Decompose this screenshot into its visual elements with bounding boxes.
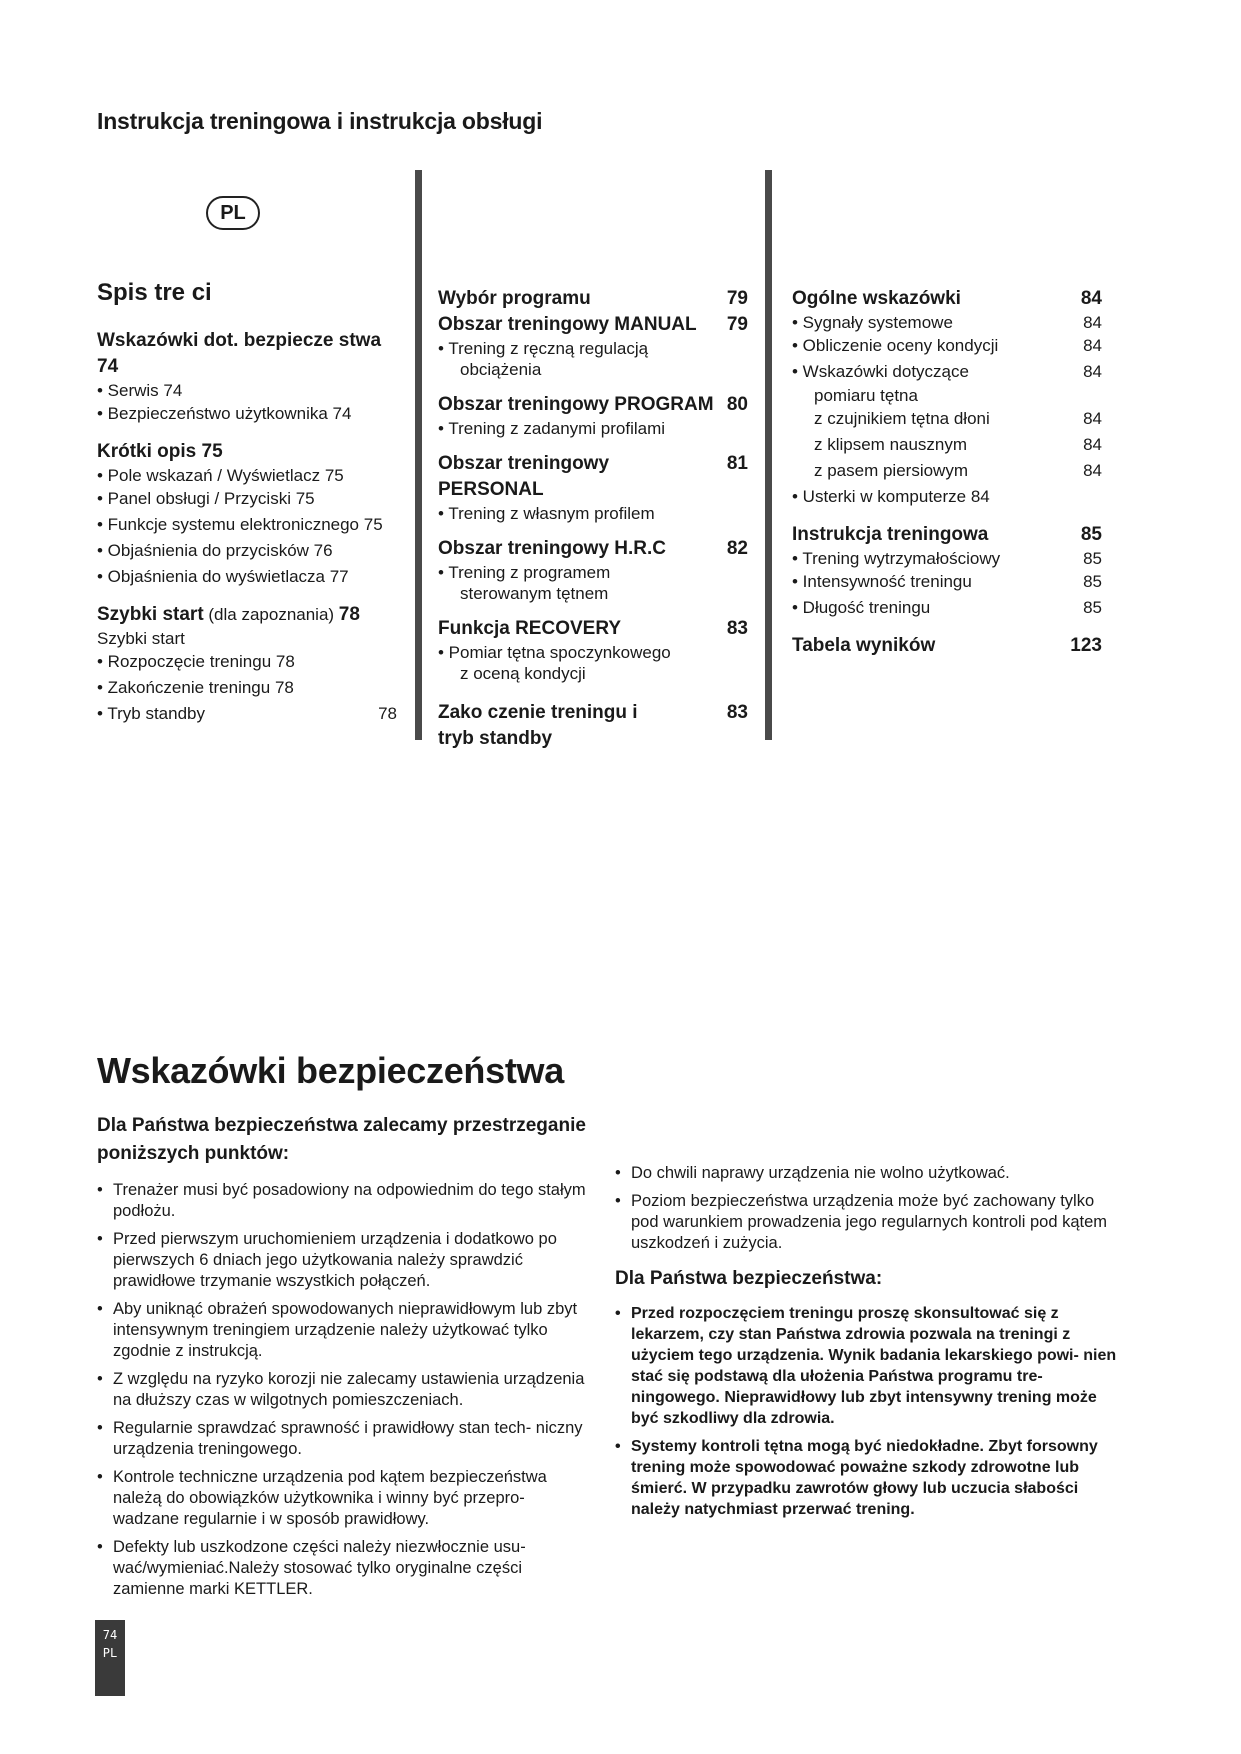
toc-heading: Zako czenie treningu i [438,702,638,723]
toc-item: z pasem piersiowym [814,461,968,480]
toc-item: z czujnikiem tętna dłoni [814,409,990,428]
toc-item: • Serwis 74 [97,381,183,400]
language-badge: PL [206,196,260,230]
toc-page-number: 84 [1080,288,1102,309]
toc-heading: Wskazówki dot. bezpiecze stwa 74 [97,330,382,377]
list-item: • Z względu na ryzyko korozji nie zalecamy ustawienia urządzenia na dłuższy czas w wilgotnych pomieszczeniach. [97,1369,587,1411]
toc-item: • Bezpieczeństwo użytkownika 74 [97,404,352,423]
column-divider [415,170,422,740]
toc-row [792,432,1102,458]
toc-page-number: 84 [1083,409,1102,428]
toc-page-number: 82 [726,538,748,559]
toc-row [792,359,1102,385]
column-divider [765,170,772,740]
toc-page-number: 83 [726,702,748,723]
toc-row [438,616,748,642]
toc-item: • Trening z ręczną regulacją [438,339,649,358]
toc-page-number: 85 [1083,598,1102,617]
toc-column-3 [792,286,1102,659]
toc-page-number: 81 [726,453,748,474]
toc-page-number: 84 [1083,336,1102,355]
toc-page-number: 83 [726,618,748,639]
toc-row [438,700,748,726]
toc-heading: Tabela wyników [792,635,936,656]
toc-page-number: 79 [726,288,748,309]
toc-item: • Pole wskazań / Wyświetlacz 75 [97,466,344,485]
toc-page-number: 78 [338,604,360,625]
toc-row [792,333,1102,359]
toc-row [792,406,1102,432]
toc-item-cont: obciążenia [460,360,542,379]
safety-subtitle: Dla Państwa bezpieczeństwa: [615,1268,883,1289]
toc-heading: Obszar treningowy PROGRAM [438,394,714,415]
toc-heading: Obszar treningowy MANUAL [438,314,697,335]
toc-page-number: 80 [726,394,748,415]
toc-row [792,286,1102,312]
list-item-text: Systemy kontroli tętna mogą być niedokładne. Zbyt forsowny trening może spowodować poważne szkody zdrowotne lub śmierć. W przypadku zawrotów głowy lub uczucia słabości należy natychmiast przerwać trening. [631,1438,1098,1518]
toc-page-number: 84 [1083,461,1102,480]
list-item: • Trenażer musi być posadowiony na odpowiednim do tego stałym podłożu. [97,1181,586,1220]
toc-heading: Funkcja RECOVERY [438,618,622,639]
safety-intro: Dla Państwa bezpieczeństwa zalecamy przestrzeganie poniższych punktów: [97,1115,586,1164]
list-item-text: Poziom bezpieczeństwa urządzenia może być zachowany tylko pod warunkiem prowadzenia jego regularnych kontroli pod kątem uszkodzeń i zużycia. [631,1192,1108,1252]
toc-column-1 [97,280,397,727]
toc-row [97,701,397,727]
toc-item: • Objaśnienia do wyświetlacza 77 [97,567,349,586]
toc-page-number: 85 [1083,572,1102,591]
list-item-text: Defekty lub uszkodzone części należy niezwłocznie usu- wać/wymieniać.Należy stosować tylko oryginalne części zamienne marki KETTLER. [113,1538,526,1598]
list-item: • Przed pierwszym uruchomieniem urządzenia i dodatkowo po pierwszych 6 dniach jego użytkowania należy sprawdzić prawidłowe trzymanie wszystkich połączeń. [97,1229,587,1292]
toc-title: Spis tre ci [97,279,212,306]
list-item-text: Aby uniknąć obrażeń spowodowanych nieprawidłowym lub zbyt intensywnym treningiem urządzenie należy użytkować tylko zgodnie z instrukcją. [113,1300,578,1360]
toc-column-2 [438,286,748,752]
toc-row [792,569,1102,595]
toc-heading: Krótki opis 75 [97,441,223,462]
toc-item: • Długość treningu [792,598,931,617]
toc-page-number: 123 [1070,635,1102,656]
toc-item: • Usterki w komputerze 84 [792,487,990,506]
toc-item: • Obliczenie oceny kondycji [792,336,999,355]
list-item: • Kontrole techniczne urządzenia pod kątem bezpieczeństwa należą do obowiązków użytkownika i winny być przepro- wadzane regularnie i w sposób prawidłowy. [97,1467,587,1530]
toc-item: • Panel obsługi / Przyciski 75 [97,489,315,508]
list-item: • Przed rozpoczęciem treningu proszę skonsultować się z lekarzem, czy stan Państwa zdrowia pozwala na treningi z użyciem tego urządzenia. Wynik badania lekarskiego powi- nien stać się podstawą dla ułożenia Państwa programu tre- ningowego. Nieprawidłowy lub zbyt intensywny trening może być szkodliwy dla zdrowia. [615,1303,1125,1429]
list-item: • Defekty lub uszkodzone części należy niezwłocznie usu- wać/wymieniać.Należy stosować tylko oryginalne części zamienne marki KETTLER. [97,1537,587,1600]
toc-row [792,633,1102,659]
list-item-text: Przed pierwszym uruchomieniem urządzenia i dodatkowo po pierwszych 6 dniach jego użytkowania należy sprawdzić prawidłowe trzymanie wszystkich połączeń. [113,1230,557,1290]
toc-heading: Instrukcja treningowa [792,524,989,545]
toc-heading: Obszar treningowy H.R.C [438,538,667,559]
toc-heading-text: Szybki start [97,604,204,625]
toc-page-number: 85 [1083,549,1102,568]
safety-list-left [97,1180,587,1607]
toc-heading: Ogólne wskazówki [792,288,961,309]
toc-item: • Objaśnienia do przycisków 76 [97,541,333,560]
toc-item: • Sygnały systemowe [792,313,953,332]
toc-heading-note: (dla zapoznania) [203,605,339,624]
page-number-tab [95,1620,125,1696]
toc-row [438,536,748,562]
toc-heading: Wybór programu [438,288,591,309]
toc-heading-cont: tryb standby [438,728,553,749]
toc-item-cont: sterowanym tętnem [460,584,609,603]
toc-heading: Obszar treningowy PERSONAL [438,453,610,500]
toc-item: • Trening z zadanymi profilami [438,419,666,438]
toc-item-cont: z oceną kondycji [460,664,586,683]
toc-row [792,522,1102,548]
list-item: • Poziom bezpieczeństwa urządzenia może być zachowany tylko pod warunkiem prowadzenia jego regularnych kontroli pod kątem uszkodzeń i zużycia. [615,1191,1125,1254]
toc-item: Szybki start [97,629,185,648]
toc-item: • Trening z programem [438,563,611,582]
safety-list-right [615,1163,1125,1527]
toc-row [792,548,1102,569]
list-item-text: Z względu na ryzyko korozji nie zalecamy ustawienia urządzenia na dłuższy czas w wilgotnych pomieszczeniach. [113,1370,585,1409]
toc-row [792,312,1102,333]
page-number: 74 [102,1628,118,1642]
toc-item: • Trening z własnym profilem [438,504,655,523]
toc-page-number: 84 [1083,435,1102,454]
list-item: • Systemy kontroli tętna mogą być niedokładne. Zbyt forsowny trening może spowodować poważne szkody zdrowotne lub śmierć. W przypadku zawrotów głowy lub uczucia słabości należy natychmiast przerwać trening. [615,1436,1125,1520]
toc-heading-quickstart [97,602,397,628]
toc-item: • Zakończenie treningu 78 [97,678,294,697]
list-item: • Do chwili naprawy urządzenia nie wolno użytkować. [615,1164,1010,1182]
toc-item: • Pomiar tętna spoczynkowego [438,643,671,662]
toc-page-number: 84 [1083,313,1102,332]
document-header-title: Instrukcja treningowa i instrukcja obsługi [97,108,543,134]
list-item-text: Trenażer musi być posadowiony na odpowiednim do tego stałym podłożu. [113,1181,586,1220]
toc-row [438,286,748,312]
toc-page-number: 78 [378,704,397,723]
toc-row [792,595,1102,621]
toc-item: • Intensywność treningu [792,572,972,591]
toc-item: z klipsem nausznym [814,435,968,454]
safety-title: Wskazówki bezpieczeństwa [97,1050,564,1091]
page-language: PL [102,1646,118,1660]
list-item-text: Regularnie sprawdzać sprawność i prawidłowy stan tech- niczny urządzenia treningowego. [113,1419,583,1458]
toc-item: • Tryb standby [97,704,206,723]
toc-row [438,451,748,503]
list-item-text: Kontrole techniczne urządzenia pod kątem bezpieczeństwa należą do obowiązków użytkownika i winny być przepro- wadzane regularnie i w sposób prawidłowy. [113,1468,547,1528]
list-item-text: Do chwili naprawy urządzenia nie wolno użytkować. [631,1164,1010,1182]
toc-row [438,312,748,338]
list-item-text: Przed rozpoczęciem treningu proszę skonsultować się z lekarzem, czy stan Państwa zdrowia pozwala na treningi z użyciem tego urządzenia. Wynik badania lekarskiego powi- nien stać się podstawą dla ułożenia Państwa programu tre- ningowego. Nieprawidłowy lub zbyt intensywny trening może być szkodliwy dla zdrowia. [631,1305,1117,1427]
toc-item: • Trening wytrzymałościowy [792,549,1001,568]
list-item: • Aby uniknąć obrażeń spowodowanych nieprawidłowym lub zbyt intensywnym treningiem urządzenie należy użytkować tylko zgodnie z instrukcją. [97,1299,587,1362]
list-item: • Regularnie sprawdzać sprawność i prawidłowy stan tech- niczny urządzenia treningowego. [97,1418,587,1460]
toc-item-cont: pomiaru tętna [814,386,918,405]
toc-row [792,458,1102,484]
toc-page-number: 85 [1080,524,1102,545]
toc-item: • Rozpoczęcie treningu 78 [97,652,295,671]
toc-item: • Funkcje systemu elektronicznego 75 [97,515,383,534]
toc-item: • Wskazówki dotyczące [792,362,969,381]
toc-page-number: 84 [1083,362,1102,381]
toc-row [438,392,748,418]
toc-page-number: 79 [726,314,748,335]
